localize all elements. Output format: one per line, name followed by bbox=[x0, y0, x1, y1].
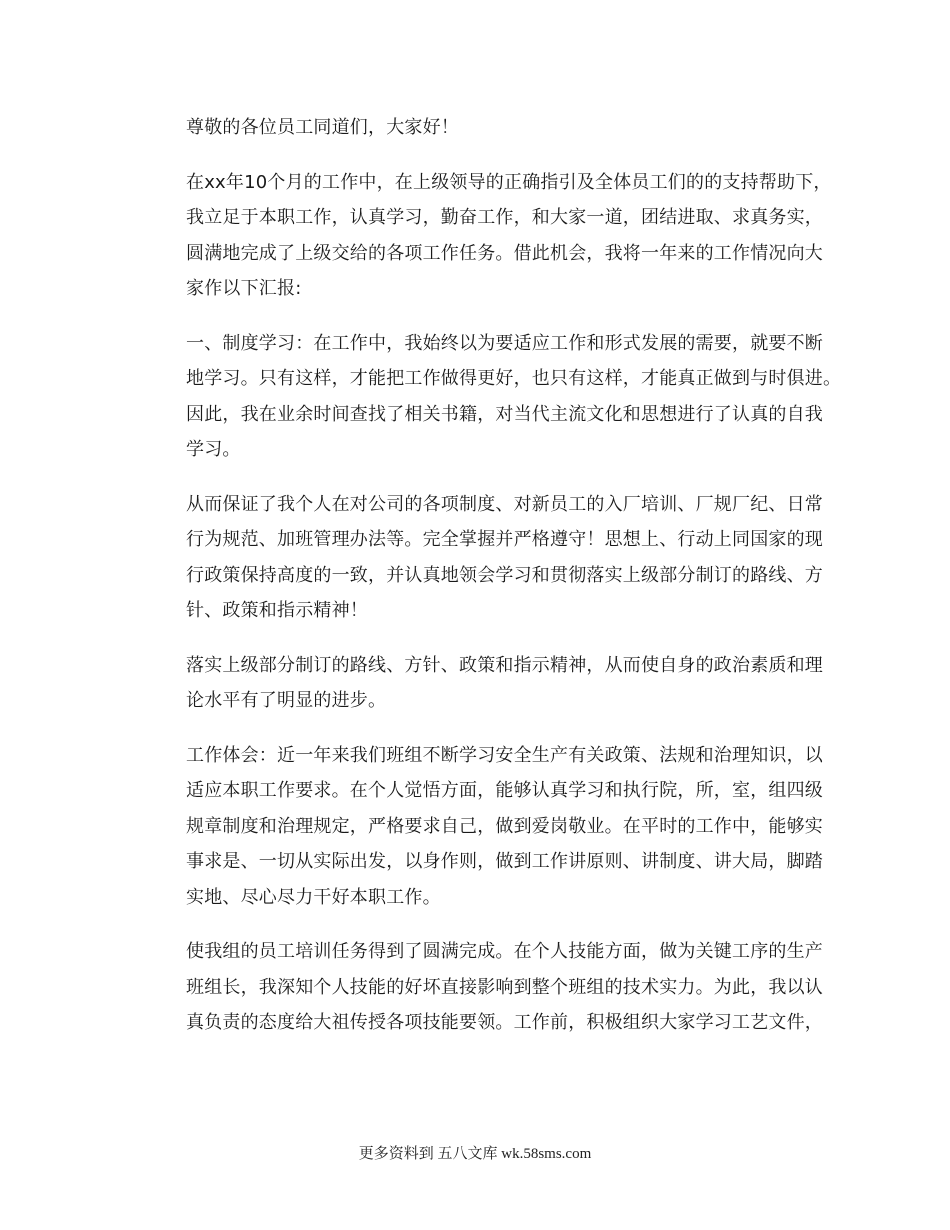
text-line: 尊敬的各位员工同道们，大家好！ bbox=[186, 117, 459, 138]
document-body bbox=[186, 110, 846, 1060]
text-line: 适应本职工作要求。在个人觉悟方面，能够认真学习和执行院，所，室，组四级 bbox=[186, 780, 823, 801]
text-line: 落实上级部分制订的路线、方针、政策和指示精神，从而使自身的政治素质和理 bbox=[186, 654, 823, 676]
text-line: 我立足于本职工作，认真学习，勤奋工作，和大家一道，团结进取、求真务实， bbox=[186, 207, 823, 228]
page-footer: 更多资料到 五八文库 wk.58sms.com bbox=[358, 1146, 592, 1162]
text-line: 家作以下汇报: bbox=[186, 278, 302, 299]
paragraph-intro bbox=[186, 165, 846, 307]
paragraph-work-experience bbox=[186, 738, 846, 916]
paragraph-system-study bbox=[186, 326, 846, 468]
paragraph-implementation bbox=[186, 648, 846, 719]
text-line: 一、制度学习：在工作中，我始终以为要适应工作和形式发展的需要，就要不断 bbox=[186, 332, 823, 354]
paragraph-training bbox=[186, 934, 846, 1041]
text-line: 从而保证了我个人在对公司的各项制度、对新员工的入厂培训、厂规厂纪、日常 bbox=[186, 493, 823, 515]
text-line: 班组长，我深知个人技能的好坏直接影响到整个班组的技术实力。为此，我以认 bbox=[186, 976, 823, 998]
text-line: 地学习。只有这样，才能把工作做得更好，也只有这样，才能真正做到与时俱进。 bbox=[186, 368, 842, 389]
text-line: 论水平有了明显的进步。 bbox=[186, 690, 387, 711]
text-line: 工作体会：近一年来我们班组不断学习安全生产有关政策、法规和治理知识，以 bbox=[186, 744, 823, 766]
text-line: 实地、尽心尽力干好本职工作。 bbox=[186, 886, 441, 908]
text-line: 事求是、一切从实际出发，以身作则，做到工作讲原则、讲制度、讲大局，脚踏 bbox=[186, 851, 823, 872]
text-line: 圆满地完成了上级交给的各项工作任务。借此机会，我将一年来的工作情况向大 bbox=[186, 242, 823, 264]
text-line: 在xx年10个月的工作中，在上级领导的正确指引及全体员工们的的支持帮助下， bbox=[186, 171, 832, 193]
text-line: 学习。 bbox=[186, 439, 241, 460]
text-line: 真负责的态度给大祖传授各项技能要领。工作前，积极组织大家学习工艺文件， bbox=[186, 1012, 823, 1033]
paragraph-greeting bbox=[186, 110, 846, 146]
text-line: 行政策保持高度的一致，并认真地领会学习和贯彻落实上级部分制订的路线、方 bbox=[186, 564, 823, 586]
text-line: 使我组的员工培训任务得到了圆满完成。在个人技能方面，做为关键工序的生产 bbox=[186, 941, 823, 962]
text-line: 针、政策和指示精神！ bbox=[186, 600, 368, 621]
text-line: 行为规范、加班管理办法等。完全掌握并严格遵守！思想上、行动上同国家的现 bbox=[186, 529, 823, 550]
paragraph-regulations bbox=[186, 487, 846, 629]
text-line: 规章制度和治理规定，严格要求自己，做到爱岗敬业。在平时的工作中，能够实 bbox=[186, 815, 823, 837]
text-line: 因此，我在业余时间查找了相关书籍，对当代主流文化和思想进行了认真的自我 bbox=[186, 403, 823, 425]
